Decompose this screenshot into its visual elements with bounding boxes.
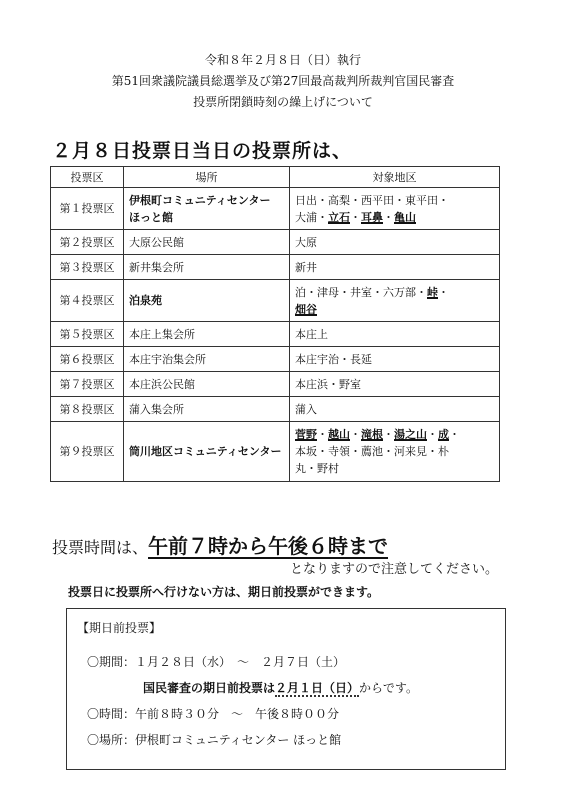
area-text: 大浦・ (295, 210, 328, 224)
table-row (51, 230, 500, 255)
area-highlight: 亀山 (394, 210, 416, 224)
area-line: 丸・野村 (295, 462, 339, 475)
area-highlight: 滝根 (361, 428, 383, 441)
early-time: 〇時間：午前８時３０分 ～ 午後８時００分 (87, 707, 340, 721)
place-line: ほっと館 (129, 210, 173, 224)
section-heading: ２月８日投票日当日の投票所は、 (52, 140, 353, 162)
district-cell: 第３投票区 (51, 255, 124, 280)
place-cell: 筒川地区コミュニティセンター (124, 422, 290, 482)
column-header-district: 投票区 (51, 167, 124, 188)
place-cell: 泊泉苑 (124, 280, 290, 322)
header-election-line: 第51回衆議院議員総選挙及び第27回最高裁判所裁判官国民審査 (111, 74, 455, 88)
district-cell: 第４投票区 (51, 280, 124, 322)
area-highlight: 畑谷 (295, 302, 317, 316)
place-line: 伊根町コミュニティセンター (129, 193, 271, 207)
area-cell: 新井 (290, 255, 500, 280)
voting-time-prefix: 投票時間は、 (52, 538, 149, 557)
area-cell: 本庄宇治・長延 (290, 347, 500, 372)
place-cell: 蒲入集会所 (124, 397, 290, 422)
review-tail: からです。 (359, 681, 418, 695)
table-row (51, 322, 500, 347)
column-header-place: 場所 (124, 167, 290, 188)
area-cell: 菅野・越山・滝根・湯之山・成・ 本坂・寺領・薦池・河来見・朴 丸・野村 (290, 422, 500, 482)
area-highlight: 立石 (328, 210, 350, 224)
place-cell: 大原公民館 (124, 230, 290, 255)
early-place: 〇場所：伊根町コミュニティセンター ほっと館 (87, 733, 342, 747)
review-early-voting (143, 679, 418, 696)
district-cell: 第２投票区 (51, 230, 124, 255)
column-header-area: 対象地区 (290, 167, 500, 188)
header-subject-line: 投票所閉鎖時刻の繰上げについて (193, 95, 373, 109)
district-cell: 第５投票区 (51, 322, 124, 347)
area-text: 泊・津母・井室・六万部・ (295, 285, 427, 299)
caution-note: となりますので注意してください。 (289, 562, 498, 577)
area-cell: 大原 (290, 230, 500, 255)
district-cell: 第８投票区 (51, 397, 124, 422)
table-row (51, 422, 500, 482)
area-highlight: 越山 (328, 428, 350, 441)
early-box-title: 【期日前投票】 (77, 621, 162, 635)
area-highlight: 成 (438, 428, 449, 441)
table-header-row (51, 167, 500, 188)
early-voting-box (66, 608, 506, 770)
district-cell: 第１投票区 (51, 188, 124, 230)
area-line: 本坂・寺領・薦池・河来見・朴 (295, 445, 449, 458)
area-highlight: 湯之山 (394, 428, 427, 441)
area-line: 日出・高梨・西平田・東平田・ (295, 193, 449, 207)
early-period: 〇期間：１月２８日（水） ～ ２月７日（土） (87, 655, 346, 669)
table-row (51, 372, 500, 397)
place-cell: 本庄宇治集会所 (124, 347, 290, 372)
header-date-line: 令和８年２月８日（日）執行 (204, 53, 361, 67)
place-cell: 本庄浜公民館 (124, 372, 290, 397)
review-date: ２月１日（日） (275, 681, 360, 695)
area-highlight: 峠 (427, 285, 438, 299)
area-cell: 本庄上 (290, 322, 500, 347)
area-cell: 日出・高梨・西平田・東平田・ 大浦・立石・耳鼻・亀山 (290, 188, 500, 230)
review-text: 国民審査の期日前投票は (143, 681, 276, 695)
table-row (51, 255, 500, 280)
district-cell: 第７投票区 (51, 372, 124, 397)
table-row (51, 188, 500, 230)
district-cell: 第６投票区 (51, 347, 124, 372)
district-cell: 第９投票区 (51, 422, 124, 482)
early-voting-notice: 投票日に投票所へ行けない方は、期日前投票ができます。 (68, 585, 380, 599)
place-cell (124, 188, 290, 230)
place-cell: 本庄上集会所 (124, 322, 290, 347)
voting-time-hours: 午前７時から午後６時まで (148, 534, 389, 558)
area-highlight: 耳鼻 (361, 210, 383, 224)
voting-time-line (52, 530, 388, 559)
table-row (51, 347, 500, 372)
area-cell: 蒲入 (290, 397, 500, 422)
area-highlight: 菅野 (295, 428, 317, 441)
table-row (51, 397, 500, 422)
area-cell: 泊・津母・井室・六万部・峠・ 畑谷 (290, 280, 500, 322)
document-header (0, 50, 566, 113)
table-row (51, 280, 500, 322)
place-cell: 新井集会所 (124, 255, 290, 280)
polling-place-table (50, 166, 500, 482)
area-cell: 本庄浜・野室 (290, 372, 500, 397)
